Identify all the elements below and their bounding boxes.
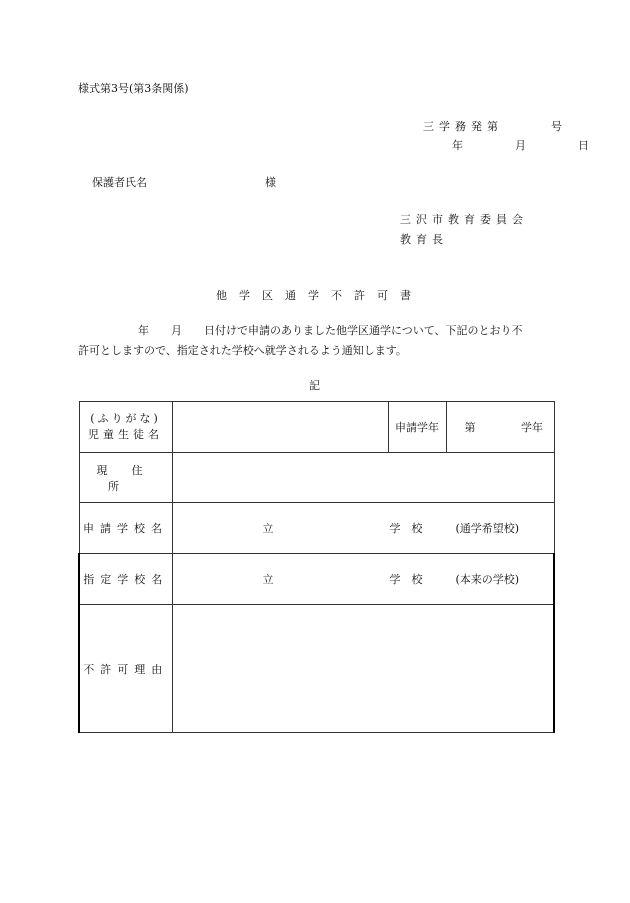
student-name-field[interactable]: [172, 402, 388, 453]
applied-school-note: (通学希望校): [455, 522, 520, 535]
issue-date: [452, 137, 599, 153]
address-label-cell: [79, 453, 172, 503]
grade-prefix: 第: [464, 421, 476, 434]
student-name-label-cell: [79, 402, 172, 453]
furigana-label: (ふりがな): [90, 412, 161, 425]
document-title: 他学区通学不許可書: [216, 289, 423, 302]
student-name-label: 児童生徒名: [88, 428, 163, 441]
application-table: [78, 401, 555, 733]
reason-label: 不許可理由: [79, 605, 172, 733]
applied-school-field[interactable]: [172, 503, 554, 554]
issue-date-text: 年 月 日: [452, 139, 599, 152]
body-line-1: 年 月 日付けで申請のありました他学区通学について、下記のとおり不: [138, 324, 523, 337]
document-number: 三学務発第 号: [423, 120, 567, 133]
designated-school-note: (本来の学校): [455, 573, 520, 586]
honorific: 様: [265, 176, 276, 189]
grade-field[interactable]: [446, 402, 554, 453]
row-designated-school: [79, 554, 554, 605]
address-label: 現住所: [96, 463, 167, 493]
designated-school-label: 指定学校名: [79, 554, 172, 605]
issuer-title: 教育長: [400, 233, 448, 246]
applied-school-label: 申請学校名: [79, 503, 172, 554]
row-address: [79, 453, 554, 503]
row-student-name: [79, 402, 554, 453]
row-reason: [79, 605, 554, 733]
applied-school-word: 学 校: [389, 522, 423, 535]
designated-school-field[interactable]: [172, 554, 554, 605]
designated-school-word: 学 校: [389, 573, 423, 586]
designated-school-prefix: 立: [262, 573, 274, 586]
grade-suffix: 学年: [521, 421, 543, 434]
form-number: 様式第3号(第3条関係): [78, 82, 189, 95]
grade-label: 申請学年: [388, 402, 446, 453]
address-field[interactable]: [172, 453, 554, 503]
row-applied-school: [79, 503, 554, 554]
guardian-name-label: 保護者氏名: [92, 176, 147, 189]
ki-mark: 記: [309, 379, 320, 392]
reason-field[interactable]: [172, 605, 554, 733]
applied-school-prefix: 立: [262, 522, 274, 535]
body-line-2: 許可としますので、指定された学校へ就学されるよう通知します。: [78, 344, 407, 357]
issuer-org: 三沢市教育委員会: [400, 213, 528, 226]
